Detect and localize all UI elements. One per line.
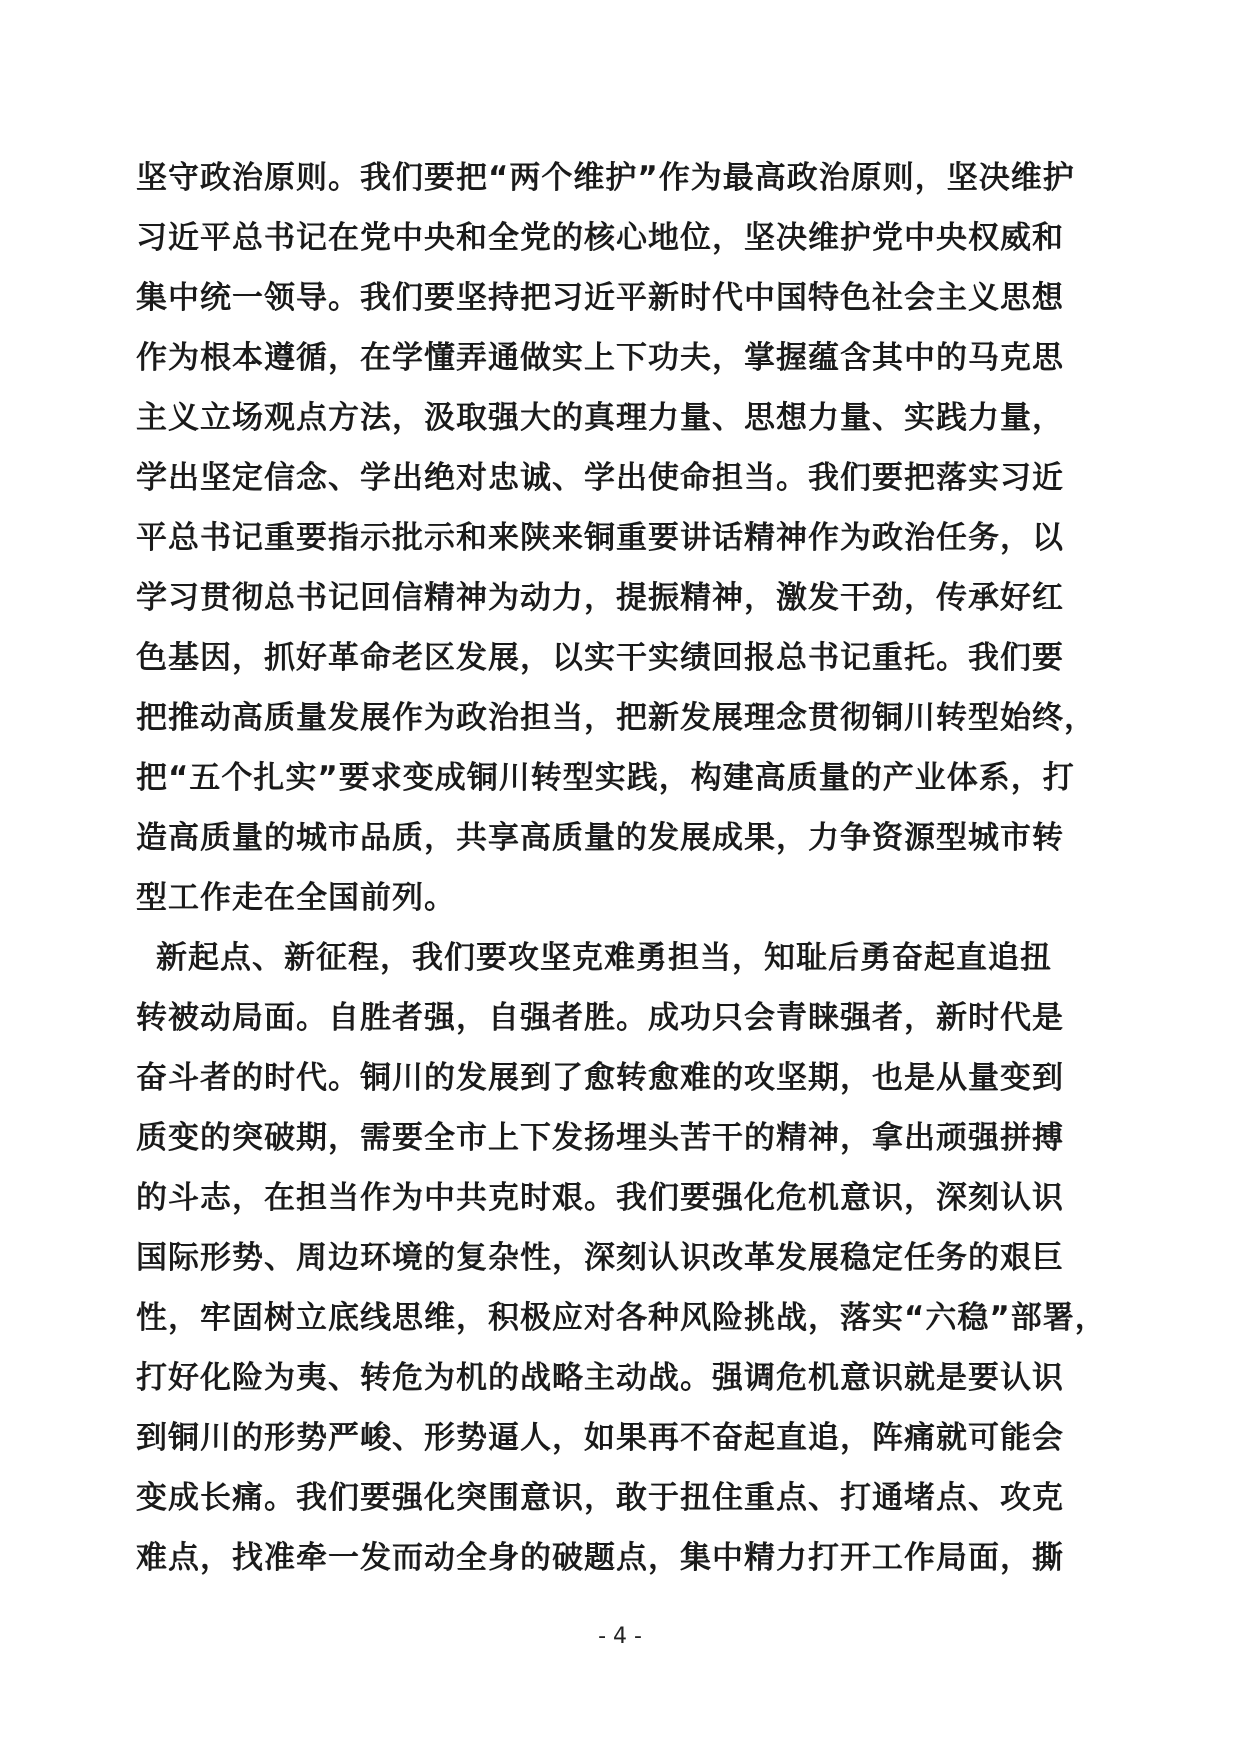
text-line: 集中统一领导。我们要坚持把习近平新时代中国特色社会主义思想: [136, 280, 1064, 316]
text-line: 打好化险为夷、转危为机的战略主动战。强调危机意识就是要认识: [136, 1360, 1064, 1396]
text-line: 主义立场观点方法，汲取强大的真理力量、思想力量、实践力量，: [136, 400, 1064, 436]
text-line: 色基因，抓好革命老区发展，以实干实绩回报总书记重托。我们要: [136, 640, 1064, 676]
paragraph-2: [136, 928, 1116, 1588]
text-line: 型工作走在全国前列。: [136, 880, 456, 916]
text-line: 把推动高质量发展作为政治担当，把新发展理念贯彻铜川转型始终，: [136, 700, 1096, 736]
text-line: 新起点、新征程，我们要攻坚克难勇担当，知耻后勇奋起直追扭: [156, 940, 1052, 976]
text-line: 难点，找准牵一发而动全身的破题点，集中精力打开工作局面，撕: [136, 1540, 1064, 1576]
text-line: 的斗志，在担当作为中共克时艰。我们要强化危机意识，深刻认识: [136, 1180, 1064, 1216]
text-line: 作为根本遵循，在学懂弄通做实上下功夫，掌握蕴含其中的马克思: [136, 340, 1064, 376]
text-line: 坚守政治原则。我们要把“两个维护”作为最高政治原则，坚决维护: [136, 160, 1075, 196]
text-line: 质变的突破期，需要全市上下发扬埋头苦干的精神，拿出顽强拼搏: [136, 1120, 1064, 1156]
page-number: - 4 -: [598, 1624, 642, 1649]
text-line: 变成长痛。我们要强化突围意识，敢于扭住重点、打通堵点、攻克: [136, 1480, 1064, 1516]
text-line: 国际形势、周边环境的复杂性，深刻认识改革发展稳定任务的艰巨: [136, 1240, 1064, 1276]
text-line: 奋斗者的时代。铜川的发展到了愈转愈难的攻坚期，也是从量变到: [136, 1060, 1064, 1096]
text-line: 到铜川的形势严峻、形势逼人，如果再不奋起直追，阵痛就可能会: [136, 1420, 1064, 1456]
body-text: [136, 148, 1116, 1588]
text-line: 平总书记重要指示批示和来陕来铜重要讲话精神作为政治任务，以: [136, 520, 1064, 556]
text-line: 学习贯彻总书记回信精神为动力，提振精神，激发干劲，传承好红: [136, 580, 1064, 616]
text-line: 性，牢固树立底线思维，积极应对各种风险挑战，落实“六稳”部署，: [136, 1300, 1107, 1336]
text-line: 转被动局面。自胜者强，自强者胜。成功只会青睐强者，新时代是: [136, 1000, 1064, 1036]
text-line: 把“五个扎实”要求变成铜川转型实践，构建高质量的产业体系，打: [136, 760, 1075, 796]
paragraph-1: [136, 148, 1116, 928]
text-line: 造高质量的城市品质，共享高质量的发展成果，力争资源型城市转: [136, 820, 1064, 856]
text-line: 习近平总书记在党中央和全党的核心地位，坚决维护党中央权威和: [136, 220, 1064, 256]
text-line: 学出坚定信念、学出绝对忠诚、学出使命担当。我们要把落实习近: [136, 460, 1064, 496]
